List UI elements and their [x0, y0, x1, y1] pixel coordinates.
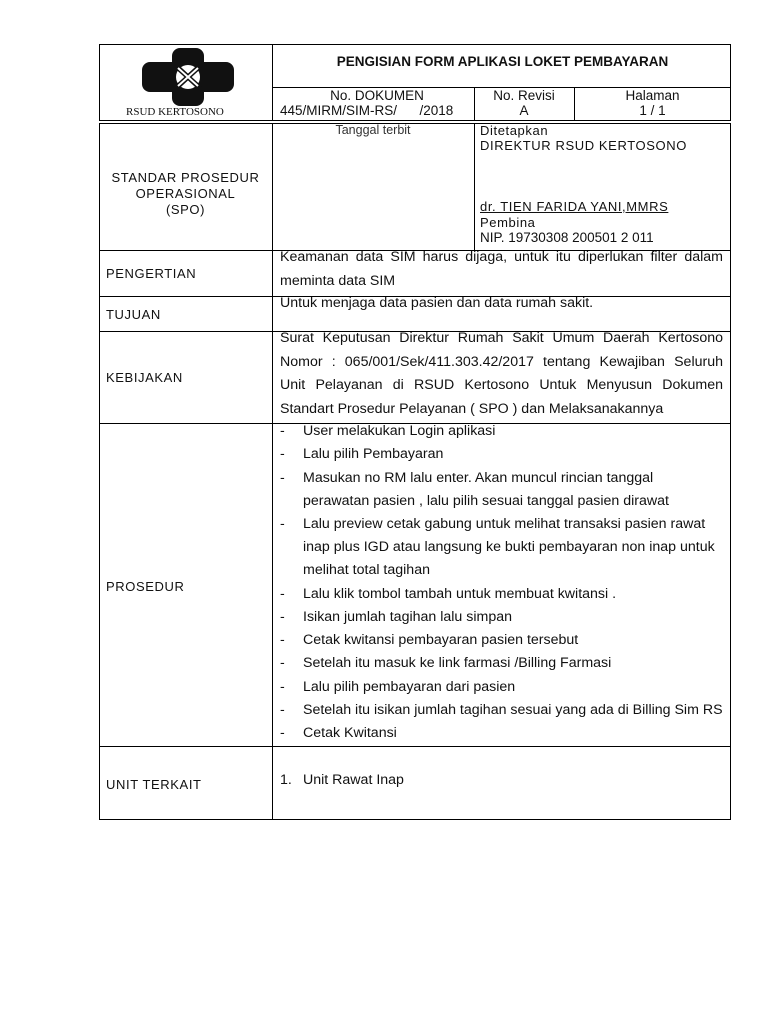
pengertian-text: Keamanan data SIM harus dijaga, untuk itu diperlukan filter dalam meminta data SIM: [280, 249, 723, 289]
tujuan-text: Untuk menjaga data pasien dan data rumah sakit.: [280, 295, 594, 311]
row-divider-unit: [99, 746, 731, 747]
step-text: Cetak kwitansi pembayaran pasien tersebut: [303, 632, 579, 648]
spo-label-line3: (SPO): [165, 202, 206, 217]
bullet: -: [280, 609, 285, 625]
hospital-logo: [138, 46, 238, 108]
unit-item-text: Unit Rawat Inap: [303, 772, 404, 788]
bullet: -: [280, 586, 285, 602]
bullet: -: [280, 655, 285, 671]
label-column-divider: [272, 123, 273, 820]
spo-label-line1: STANDAR PROSEDUR: [111, 170, 260, 185]
unit-item-number: 1.: [280, 772, 292, 788]
director-title: DIREKTUR RSUD KERTOSONO: [480, 138, 687, 153]
page-label: Halaman: [625, 88, 680, 103]
bullet: -: [280, 446, 285, 462]
pengertian-label: PENGERTIAN: [106, 266, 197, 281]
director-nip: NIP. 19730308 200501 2 011: [480, 230, 654, 245]
spo-label-line2: OPERASIONAL: [135, 186, 236, 201]
step-text: Setelah itu masuk ke link farmasi /Billing Farmasi: [303, 655, 612, 671]
step-text: Lalu pilih Pembayaran: [303, 446, 444, 462]
bullet: -: [280, 632, 285, 648]
doc-number-value: 445/MIRM/SIM-RS/ /2018: [280, 103, 454, 118]
approved-label: Ditetapkan: [480, 123, 549, 138]
revision-value: A: [519, 103, 529, 118]
step-text-continued: inap plus IGD atau langsung ke bukti pembayaran non inap untuk: [303, 539, 715, 555]
director-rank: Pembina: [480, 215, 536, 230]
bullet: -: [280, 470, 285, 486]
step-text: Setelah itu isikan jumlah tagihan sesuai yang ada di Billing Sim RS: [303, 702, 723, 718]
doc-number-label: No. DOKUMEN: [330, 88, 424, 103]
step-text: Lalu klik tombol tambah untuk membuat kwitansi .: [303, 586, 617, 602]
page-value: 1 / 1: [639, 103, 666, 118]
logo-caption: RSUD KERTOSONO: [126, 106, 224, 118]
director-name: dr. TIEN FARIDA YANI,MMRS: [480, 199, 669, 214]
unit-terkait-label: UNIT TERKAIT: [106, 777, 202, 792]
bullet: -: [280, 725, 285, 741]
bullet: -: [280, 702, 285, 718]
prosedur-label: PROSEDUR: [106, 579, 185, 594]
bullet: -: [280, 423, 285, 439]
tujuan-label: TUJUAN: [106, 307, 161, 322]
cross-logo-icon: [138, 46, 238, 108]
bullet: -: [280, 516, 285, 532]
kebijakan-label: KEBIJAKAN: [106, 370, 183, 385]
spo-inner-divider: [474, 123, 475, 250]
step-text: Lalu preview cetak gabung untuk melihat transaksi pasien rawat: [303, 516, 706, 532]
step-text: Lalu pilih pembayaran dari pasien: [303, 679, 516, 695]
step-text-continued: perawatan pasien , lalu pilih sesuai tanggal pasien dirawat: [303, 493, 669, 509]
header-divider: [272, 44, 273, 121]
issue-date-label: Tanggal terbit: [335, 123, 411, 137]
revision-label: No. Revisi: [493, 88, 555, 103]
step-text-continued: melihat total tagihan: [303, 562, 430, 578]
document-title: PENGISIAN FORM APLIKASI LOKET PEMBAYARAN: [336, 54, 669, 69]
step-text: Masukan no RM lalu enter. Akan muncul rincian tanggal: [303, 470, 654, 486]
step-text: User melakukan Login aplikasi: [303, 423, 496, 439]
bullet: -: [280, 679, 285, 695]
kebijakan-text: Surat Keputusan Direktur Rumah Sakit Umum Daerah Kertosono Nomor : 065/001/Sek/411.303.42/2017 tentang Kewajiban Seluruh Unit Pelayanan di RSUD Kertosono Untuk Menyusun Dokumen Standart Prosedur Pelayanan ( SPO ) dan Melaksanakannya: [280, 330, 723, 417]
step-text: Cetak Kwitansi: [303, 725, 397, 741]
step-text: Isikan jumlah tagihan lalu simpan: [303, 609, 512, 625]
